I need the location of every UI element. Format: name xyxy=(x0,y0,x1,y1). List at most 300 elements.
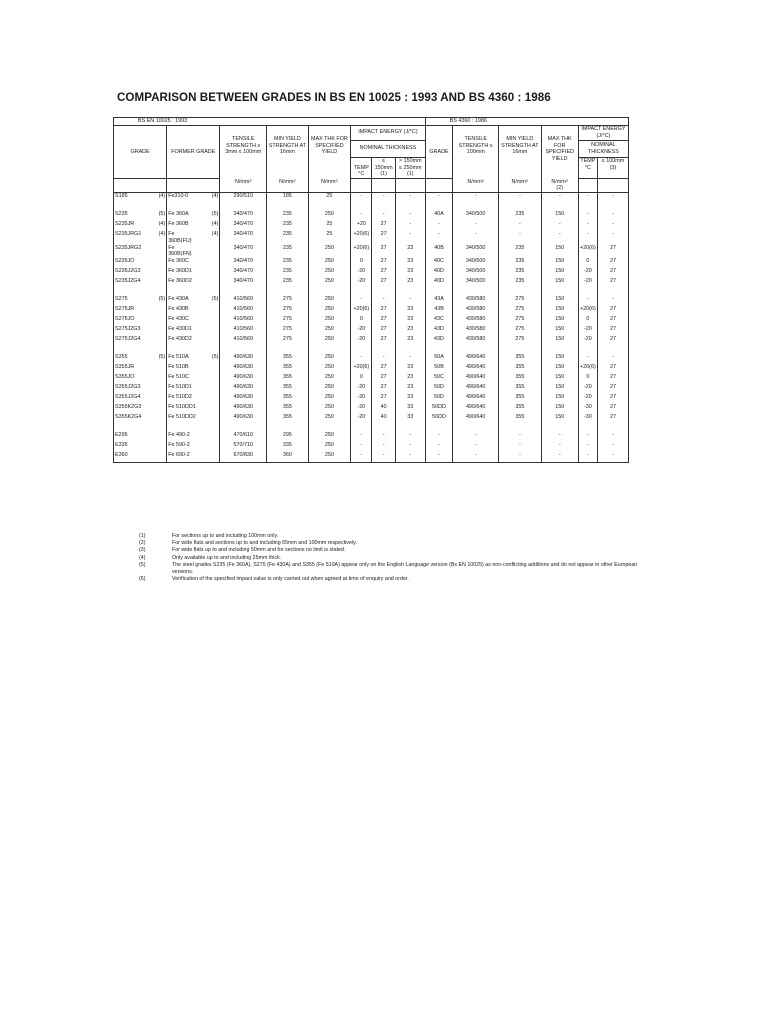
bstemp-cell: - xyxy=(578,432,597,442)
bsyield-cell: 275 xyxy=(499,326,542,336)
bsmaxthk-cell: 150 xyxy=(541,316,578,326)
tensile-cell: 490/630 xyxy=(220,374,267,384)
yield-cell: 355 xyxy=(267,414,308,424)
bsyield-cell: 235 xyxy=(499,245,542,259)
spacer-cell xyxy=(578,424,597,432)
former-grade-name: Fe 510C xyxy=(168,374,189,380)
row-spacer xyxy=(114,424,629,432)
yield-cell: 275 xyxy=(267,336,308,346)
bs100-cell: 27 xyxy=(597,326,628,336)
former-grade-cell xyxy=(167,245,220,259)
table-row xyxy=(114,414,629,424)
bsgrade-cell: 43D xyxy=(425,326,453,336)
t150-cell: 27 xyxy=(372,278,395,288)
tensile-cell: 410/560 xyxy=(220,306,267,316)
bstemp-cell: +20(6) xyxy=(578,306,597,316)
bstemp-cell: - xyxy=(578,452,597,463)
temp-cell: -20 xyxy=(351,326,372,336)
t150-cell: - xyxy=(372,354,395,364)
former-grade-cell xyxy=(167,268,220,278)
footnote-number: (6) xyxy=(139,576,146,583)
t250-cell: 33 xyxy=(395,414,425,424)
temp-cell: -20 xyxy=(351,394,372,404)
yield-cell: 235 xyxy=(267,231,308,245)
bs100-cell: 27 xyxy=(597,306,628,316)
bstemp-cell: 0 xyxy=(578,316,597,326)
bsgrade-cell: 40A xyxy=(425,211,453,221)
tensile-header xyxy=(220,125,267,178)
bs-maxthk-units-sup: 2 xyxy=(565,178,569,183)
tensile-cell: 490/630 xyxy=(220,404,267,414)
footnote xyxy=(139,540,639,547)
spacer-cell xyxy=(499,203,542,211)
bsmaxthk-cell: 150 xyxy=(541,354,578,364)
spacer-cell xyxy=(351,346,372,354)
bsgrade-cell: 40B xyxy=(425,245,453,259)
bstensile-cell: 430/580 xyxy=(453,326,499,336)
former-grade-cell xyxy=(167,221,220,231)
bsyield-cell: - xyxy=(499,221,542,231)
maxthk-cell: 250 xyxy=(308,364,351,374)
bsyield-cell: 355 xyxy=(499,404,542,414)
grade-cell xyxy=(114,364,167,374)
spacer-cell xyxy=(541,288,578,296)
spacer-cell xyxy=(597,288,628,296)
bsmaxthk-cell: 150 xyxy=(541,258,578,268)
bsgrade-cell: - xyxy=(425,193,453,204)
yield-cell: 235 xyxy=(267,278,308,288)
t250-cell: - xyxy=(395,296,425,306)
bsyield-cell: - xyxy=(499,432,542,442)
table-row xyxy=(114,258,629,268)
bstensile-cell: - xyxy=(453,193,499,204)
bstensile-cell: 490/640 xyxy=(453,414,499,424)
footnote-text: For wide flats and sections up to and including 65mm and 100mm respectively. xyxy=(172,540,357,547)
max-thk-header xyxy=(308,125,351,178)
yield-cell: 235 xyxy=(267,258,308,268)
grade-cell xyxy=(114,374,167,384)
t150-cell: 27 xyxy=(372,258,395,268)
bs100-cell: - xyxy=(597,193,628,204)
spacer-cell xyxy=(114,346,167,354)
bsyield-cell: 235 xyxy=(499,211,542,221)
bsmaxthk-cell: 150 xyxy=(541,306,578,316)
spacer-cell xyxy=(114,288,167,296)
grade-cell xyxy=(114,414,167,424)
gt150-units-cell xyxy=(395,179,425,193)
bsmaxthk-cell: 150 xyxy=(541,296,578,306)
table-row xyxy=(114,268,629,278)
bs100-cell: 27 xyxy=(597,394,628,404)
tensile-cell: 470/610 xyxy=(220,432,267,442)
former-grade-cell xyxy=(167,404,220,414)
former-grade-cell xyxy=(167,278,220,288)
spacer-cell xyxy=(395,203,425,211)
spacer-cell xyxy=(308,288,351,296)
table-row xyxy=(114,306,629,316)
footnote-number: (5) xyxy=(139,561,146,568)
spacer-cell xyxy=(308,203,351,211)
grade-cell xyxy=(114,336,167,346)
grade-cell xyxy=(114,306,167,316)
bs-tensile-units-sup: 2 xyxy=(481,178,484,183)
bsyield-cell: 275 xyxy=(499,296,542,306)
bstemp-cell: - xyxy=(578,354,597,364)
t250-cell: 23 xyxy=(395,268,425,278)
table-row xyxy=(114,432,629,442)
bsgrade-cell: 50D xyxy=(425,394,453,404)
maxthk-cell: 250 xyxy=(308,432,351,442)
t250-cell: 33 xyxy=(395,404,425,414)
bs-yield-units-sup: 2 xyxy=(525,178,529,183)
spacer-cell xyxy=(395,346,425,354)
temp-cell: -20 xyxy=(351,404,372,414)
spacer-cell xyxy=(395,424,425,432)
bsyield-cell: 235 xyxy=(499,268,542,278)
grade-note: (4) xyxy=(158,193,166,199)
spacer-cell xyxy=(425,424,453,432)
spacer-cell xyxy=(597,203,628,211)
bsgrade-cell: 43A xyxy=(425,296,453,306)
bs100-cell: 27 xyxy=(597,268,628,278)
yield-cell: 355 xyxy=(267,374,308,384)
spacer-cell xyxy=(114,203,167,211)
temp-cell: +20 xyxy=(351,221,372,231)
footnote-text: Only available up to and including 25mm thick. xyxy=(172,554,282,561)
bstensile-cell: - xyxy=(453,231,499,245)
grade-units-cell xyxy=(114,179,167,193)
bsgrade-cell: 40D xyxy=(425,278,453,288)
maxthk-cell: 250 xyxy=(308,374,351,384)
table-row xyxy=(114,221,629,231)
grade-name: S275JR xyxy=(115,306,135,312)
bsgrade-cell: - xyxy=(425,432,453,442)
grade-cell xyxy=(114,268,167,278)
bs100-cell: - xyxy=(597,432,628,442)
t250-cell: - xyxy=(395,452,425,463)
tensile-cell: 490/630 xyxy=(220,394,267,404)
tensile-cell: 340/470 xyxy=(220,231,267,245)
former-grade-name: Fe 510D1 xyxy=(168,384,192,390)
spacer-cell xyxy=(499,346,542,354)
spacer-cell xyxy=(267,424,308,432)
bsmaxthk-cell: - xyxy=(541,221,578,231)
bsyield-cell: 355 xyxy=(499,374,542,384)
bs100-cell: - xyxy=(597,221,628,231)
t150-cell: - xyxy=(372,442,395,452)
maxthk-cell: 250 xyxy=(308,316,351,326)
former-grade-name: Fe 360B(FU) xyxy=(168,231,192,244)
former-grade-cell xyxy=(167,306,220,316)
table-row xyxy=(114,193,629,204)
former-grade-cell xyxy=(167,326,220,336)
row-spacer xyxy=(114,288,629,296)
bsmaxthk-cell: - xyxy=(541,193,578,204)
spacer-cell xyxy=(167,203,220,211)
grade-cell xyxy=(114,231,167,245)
yield-cell: 360 xyxy=(267,452,308,463)
grade-note: (5) xyxy=(158,211,166,217)
bs-tensile-units-label: N/mm xyxy=(467,178,482,185)
grade-cell xyxy=(114,296,167,306)
bs-min-yield-header xyxy=(499,125,542,178)
spacer-cell xyxy=(453,346,499,354)
grade-name: E360 xyxy=(115,452,128,458)
t150-cell: 27 xyxy=(372,364,395,374)
header-units-row xyxy=(114,179,629,193)
former-grade-cell xyxy=(167,231,220,245)
spacer-cell xyxy=(351,288,372,296)
bstemp-cell: 0 xyxy=(578,258,597,268)
spacer-cell xyxy=(351,424,372,432)
bsmaxthk-cell: 150 xyxy=(541,336,578,346)
former-grade-name: Fe 590-2 xyxy=(168,442,190,448)
t150-cell: 27 xyxy=(372,221,395,231)
spacer-cell xyxy=(453,424,499,432)
former-grade-cell xyxy=(167,364,220,374)
tensile-cell: 340/470 xyxy=(220,221,267,231)
footnote-number: (4) xyxy=(139,554,146,561)
footnote-text: Verification of the specified impact value is only carried out when agreed at time of enquiry and order. xyxy=(172,576,409,583)
spacer-cell xyxy=(351,203,372,211)
t150-cell: 27 xyxy=(372,326,395,336)
maxthk-cell: 25 xyxy=(308,221,351,231)
table-row xyxy=(114,326,629,336)
maxthk-cell: 250 xyxy=(308,211,351,221)
table-row xyxy=(114,354,629,364)
former-grade-name: Fe 510DD2 xyxy=(168,414,196,420)
spacer-cell xyxy=(453,288,499,296)
bstensile-cell: 340/500 xyxy=(453,258,499,268)
maxthk-units-sup: 2 xyxy=(335,178,338,183)
maxthk-units-label: N/mm xyxy=(321,178,336,185)
spacer-cell xyxy=(114,424,167,432)
t250-cell: 23 xyxy=(395,278,425,288)
grade-name: E335 xyxy=(115,442,128,448)
tensile-cell: 290/510 xyxy=(220,193,267,204)
bsmaxthk-cell: 150 xyxy=(541,278,578,288)
bs100-cell: 27 xyxy=(597,384,628,394)
bs-nominal-thickness-header: NOMINAL THICKNESS xyxy=(578,140,628,157)
bsgrade-cell: 50C xyxy=(425,374,453,384)
t250-cell: - xyxy=(395,432,425,442)
bsyield-cell: 355 xyxy=(499,394,542,404)
bs-tensile-header xyxy=(453,125,499,178)
t250-cell: 23 xyxy=(395,384,425,394)
bstemp-cell: -20 xyxy=(578,394,597,404)
temp-cell: 0 xyxy=(351,258,372,268)
spacer-cell xyxy=(578,288,597,296)
maxthk-cell: 250 xyxy=(308,404,351,414)
min-yield-header-label: MIN YIELD STRENGTH AT 16mm xyxy=(268,135,307,156)
bstensile-cell: 430/580 xyxy=(453,296,499,306)
former-grade-name: Fe 510D2 xyxy=(168,394,192,400)
bsyield-cell: - xyxy=(499,442,542,452)
maxthk-cell: 250 xyxy=(308,268,351,278)
maxthk-cell: 250 xyxy=(308,414,351,424)
table-row xyxy=(114,245,629,259)
bstensile-cell: 430/580 xyxy=(453,306,499,316)
bsmaxthk-cell: 150 xyxy=(541,268,578,278)
t150-cell: - xyxy=(372,432,395,442)
former-grade-name: Fe 430D1 xyxy=(168,326,192,332)
former-grade-cell xyxy=(167,414,220,424)
le150-units-cell xyxy=(372,179,395,193)
maxthk-cell: 250 xyxy=(308,442,351,452)
grade-cell xyxy=(114,442,167,452)
grade-cell xyxy=(114,221,167,231)
grade-name: S185 xyxy=(115,193,128,199)
yield-cell: 275 xyxy=(267,306,308,316)
tensile-cell: 490/630 xyxy=(220,414,267,424)
grade-name: S355J2G3 xyxy=(115,384,141,390)
table-row xyxy=(114,394,629,404)
former-grade-name: Fe310-0 xyxy=(168,193,189,199)
bs100-cell: 27 xyxy=(597,374,628,384)
bstensile-cell: 490/640 xyxy=(453,404,499,414)
maxthk-cell: 250 xyxy=(308,245,351,259)
table-row xyxy=(114,442,629,452)
bstensile-cell: - xyxy=(453,442,499,452)
bs100-cell: - xyxy=(597,442,628,452)
bsyield-cell: 275 xyxy=(499,306,542,316)
t250-cell: 23 xyxy=(395,258,425,268)
bsyield-cell: 355 xyxy=(499,414,542,424)
spacer-cell xyxy=(267,346,308,354)
temp-cell: -20 xyxy=(351,278,372,288)
maxthk-cell: 250 xyxy=(308,354,351,364)
spacer-cell xyxy=(453,203,499,211)
grade-comparison-table xyxy=(113,117,629,463)
spacer-cell xyxy=(578,346,597,354)
table-row xyxy=(114,452,629,463)
spacer-cell xyxy=(308,424,351,432)
bstemp-cell: 0 xyxy=(578,374,597,384)
bs100-cell: - xyxy=(597,452,628,463)
bsmaxthk-cell: - xyxy=(541,231,578,245)
bstemp-cell: -20 xyxy=(578,326,597,336)
tensile-cell: 490/630 xyxy=(220,384,267,394)
bstemp-cell: -20 xyxy=(578,268,597,278)
grade-note: (4) xyxy=(158,231,166,237)
spacer-cell xyxy=(425,288,453,296)
footnote xyxy=(139,547,639,554)
bsmaxthk-cell: - xyxy=(541,452,578,463)
maxthk-cell: 250 xyxy=(308,336,351,346)
grade-cell xyxy=(114,326,167,336)
yield-cell: 295 xyxy=(267,432,308,442)
former-grade-name: Fe 430B xyxy=(168,306,189,312)
tensile-cell: 340/470 xyxy=(220,258,267,268)
former-grade-name: Fe 430C xyxy=(168,316,189,322)
spacer-cell xyxy=(308,346,351,354)
former-grade-name: Fe 510DD1 xyxy=(168,404,196,410)
tensile-cell: 410/560 xyxy=(220,316,267,326)
spacer-cell xyxy=(395,288,425,296)
temp-cell: - xyxy=(351,211,372,221)
bsgrade-cell: - xyxy=(425,442,453,452)
bsyield-cell: - xyxy=(499,231,542,245)
former-grade-cell xyxy=(167,336,220,346)
temp-cell: - xyxy=(351,442,372,452)
temp-units-cell xyxy=(351,179,372,193)
grade-name: S235JR xyxy=(115,221,135,227)
bs-max-thk-header-label: MAX THK FOR SPECIFIED YIELD xyxy=(545,135,574,162)
bstemp-cell: - xyxy=(578,221,597,231)
grade-cell xyxy=(114,404,167,414)
temp-cell: 0 xyxy=(351,316,372,326)
tensile-cell: 340/470 xyxy=(220,278,267,288)
grade-cell xyxy=(114,316,167,326)
tensile-cell: 490/630 xyxy=(220,364,267,374)
t250-cell: 23 xyxy=(395,364,425,374)
footnote-text: The steel grades S235 (Fe 360A), S275 (Fe 430A) and S355 (Fe 510A) appear only on the English Language version (Bs EN 10025) as non-conflicting additions and do not appear in other European versions. xyxy=(172,561,638,576)
temp-cell: +20(6) xyxy=(351,364,372,374)
former-grade-name: Fe 360D2 xyxy=(168,278,192,284)
former-grade-cell xyxy=(167,354,220,364)
t150-cell: 27 xyxy=(372,374,395,384)
yield-cell: 235 xyxy=(267,245,308,259)
bs-min-yield-header-label: MIN YIELD STRENGTH AT 16mm xyxy=(501,135,539,156)
yield-cell: 355 xyxy=(267,364,308,374)
grade-name: S235J2G4 xyxy=(115,278,141,284)
tensile-cell: 340/470 xyxy=(220,268,267,278)
bs-impact-energy-header: IMPACT ENERGY (J/°C) xyxy=(578,125,628,140)
grade-name: S355K2G4 xyxy=(115,414,142,420)
spacer-cell xyxy=(220,424,267,432)
bsgrade-cell: 43C xyxy=(425,316,453,326)
maxthk-cell: 250 xyxy=(308,452,351,463)
bsmaxthk-cell: 150 xyxy=(541,374,578,384)
spacer-cell xyxy=(267,203,308,211)
grade-cell xyxy=(114,384,167,394)
grade-cell xyxy=(114,245,167,259)
table-row xyxy=(114,231,629,245)
bs100-cell: - xyxy=(597,296,628,306)
grade-name: S235J2G3 xyxy=(115,268,141,274)
spacer-cell xyxy=(167,424,220,432)
grade-cell xyxy=(114,211,167,221)
yield-cell: 355 xyxy=(267,394,308,404)
bs-maxthk-note: (2) xyxy=(556,185,564,192)
page-title: COMPARISON BETWEEN GRADES IN BS EN 10025 : 1993 AND BS 4360 : 1986 xyxy=(117,91,551,104)
spacer-cell xyxy=(499,288,542,296)
tensile-cell: 410/560 xyxy=(220,336,267,346)
t150-cell: - xyxy=(372,193,395,204)
bs-max-thk-header xyxy=(541,125,578,178)
t250-cell: - xyxy=(395,354,425,364)
former-grade-cell xyxy=(167,442,220,452)
spacer-cell xyxy=(267,288,308,296)
yield-cell: 355 xyxy=(267,384,308,394)
bsgrade-cell: 50A xyxy=(425,354,453,364)
grade-name: S275J2G4 xyxy=(115,336,141,342)
bs100-cell: 27 xyxy=(597,404,628,414)
t150-cell: 27 xyxy=(372,245,395,259)
maxthk-cell: 250 xyxy=(308,278,351,288)
temp-cell: - xyxy=(351,296,372,306)
yield-units xyxy=(267,179,308,193)
t250-cell: - xyxy=(395,193,425,204)
bsmaxthk-cell: 150 xyxy=(541,326,578,336)
spacer-cell xyxy=(425,203,453,211)
bsyield-cell: 355 xyxy=(499,384,542,394)
former-grade-cell xyxy=(167,316,220,326)
bs-yield-units-label: N/mm xyxy=(511,178,526,185)
footnote-number: (2) xyxy=(139,540,146,547)
yield-cell: 235 xyxy=(267,268,308,278)
table-row xyxy=(114,384,629,394)
